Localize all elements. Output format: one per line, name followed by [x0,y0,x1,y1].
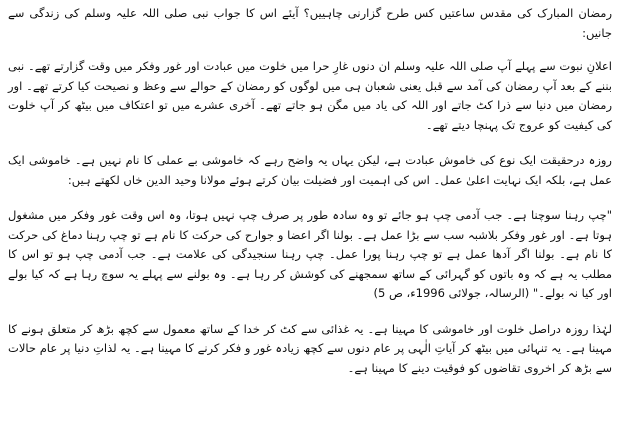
paragraph-intro-question: رمضان المبارک کی مقدس ساعتیں کس طرح گزارنی چاہییں؟ آیئے اس کا جواب نبی صلی اللہ علیہ وسلم کی زندگی سے جانیں: [8,6,612,40]
paragraph-conclusion: لہٰذا روزہ دراصل خلوت اور خاموشی کا مہینا ہے۔ یہ غذائی سے کٹ کر خدا کے ساتھ معمول سے کچھ بڑھ کر متعلق ہونے کا مہینا ہے۔ یہ تنہائی میں بیٹھ کر آیاتِ الٰہی پر عام دنوں سے کچھ زیادہ غور و فکر کرنے کا مہینا ہے۔ یہ لذاتِ دنیا پر عام حالات سے بڑھ کر اخروی تقاضوں کو فوقیت دینے کا مہینا ہے۔ [8,321,612,375]
paragraph-quotation: "چپ رہنا سوچنا ہے۔ جب آدمی چپ ہو جائے تو وہ سادہ طور پر صرف چپ نہیں ہوتا، وہ اس وقت غور وفکر میں مشغول ہوتا ہے۔ اور غور وفکر بلاشبہ سب سے بڑا عمل ہے۔ بولنا اگر اعضا و جوارح کی حرکت کا نام ہے تو چپ رہنا دماغ کی حرکت کا نام ہے۔ بولنا اگر آدھا عمل ہے تو چپ رہنا پورا عمل۔ چپ رہنا سنجیدگی کی علامت ہے۔ جب آدمی چپ ہو تو اس کا مطلب یہ ہے کہ وہ باتوں کو گہرائی کے ساتھ سمجھنے کی کوشش کر رہا ہے۔ وہ بولنے سے پہلے یہ سوچ رہا ہے کہ کیا بولے اور کیا نہ بولے۔" (الرسالہ، جولائی 1996ء، ص 5) [8,208,612,300]
paragraph-silent-worship: روزہ درحقیقت ایک نوع کی خاموش عبادت ہے، لیکن یہاں یہ واضح رہے کہ خاموشی بے عملی کا نام نہیں ہے۔ خاموشی ایک عمل ہے، بلکہ ایک نہایت اعلیٰ عمل۔ اس کی اہمیت اور فضیلت بیان کرتے ہوئے مولانا وحید الدین خاں لکھتے ہیں: [8,153,612,187]
paragraph-prophet-seclusion: اعلانِ نبوت سے پہلے آپ صلی اللہ علیہ وسلم ان دنوں غارِ حرا میں خلوت میں عبادت اور غور وفکر میں وقت گزارتے تھے۔ نبی بننے کے بعد آپ رمضان کی آمد سے قبل یعنی شعبان ہی میں لوگوں کو رمضان کے حوالے سے وعظ و نصیحت کیا کرتے تھے۔ اور رمضان میں دنیا سے ذرا کٹ جاتے اور اللہ کی یاد میں مگن ہو جاتے تھے۔ آخری عشرے میں تو اعتکاف میں بیٹھ کر آپ خلوت کی کیفیت کو عروج تک پہنچا دیتے تھے۔ [8,59,612,132]
